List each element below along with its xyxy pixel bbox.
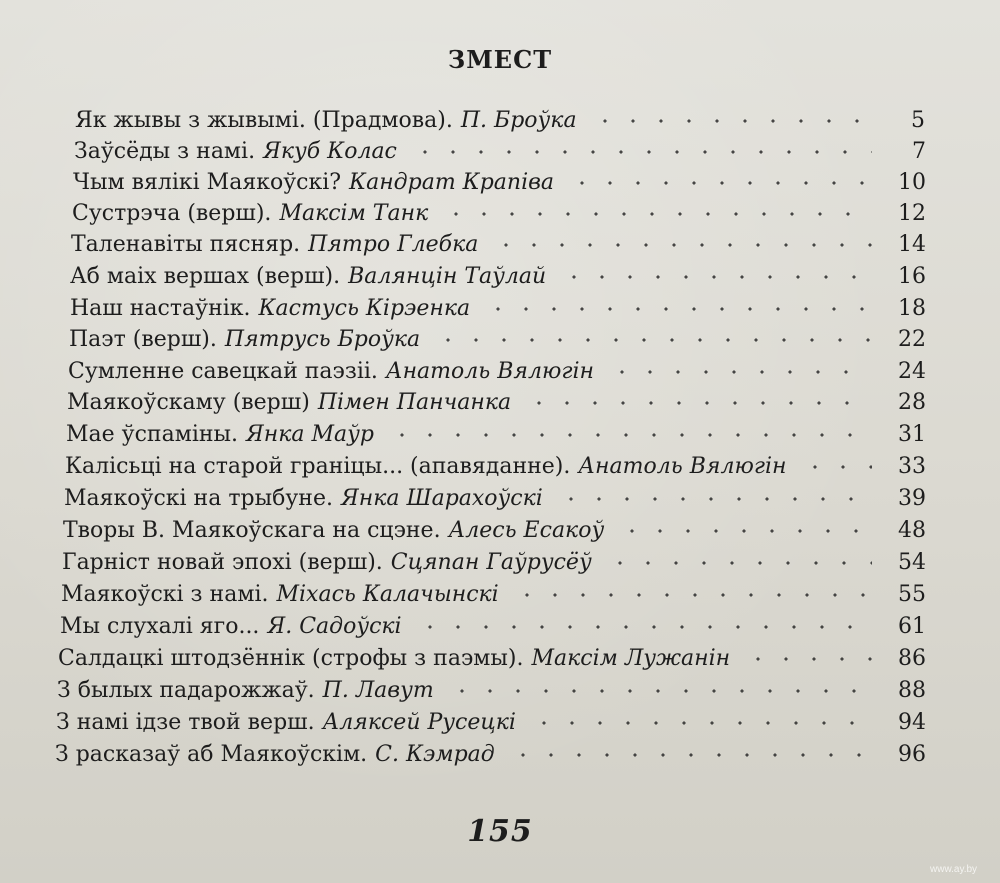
toc-entry-author: Аляксей Русецкі xyxy=(322,710,516,735)
toc-entry xyxy=(74,135,926,169)
toc-entry xyxy=(70,260,926,294)
page-title: ЗМЕСТ xyxy=(447,45,553,74)
toc-entry-page: 22 xyxy=(898,327,926,352)
toc-entry-page: 18 xyxy=(898,296,926,321)
leader-dots xyxy=(448,687,872,695)
toc-entry-title: Творы В. Маякоўскага на сцэне. xyxy=(63,518,441,543)
toc-entry xyxy=(56,706,926,740)
toc-entry-page: 61 xyxy=(898,614,926,639)
toc-entry-title: Мае ўспаміны. xyxy=(66,422,239,447)
toc-entry xyxy=(60,610,926,644)
leader-dots xyxy=(411,148,872,156)
leader-dots xyxy=(509,751,872,759)
toc-entry-page: 33 xyxy=(898,454,926,479)
leader-dots xyxy=(618,527,872,535)
toc-entry-author: Пімен Панчанка xyxy=(317,390,512,415)
toc-entry-author: Кастусь Кірэенка xyxy=(258,296,471,321)
toc-entry xyxy=(71,228,926,262)
leader-dots xyxy=(606,559,872,567)
toc-entry-title: Заўсёды з намі. xyxy=(74,139,256,164)
toc-entry-author: П. Броўка xyxy=(460,108,577,133)
toc-entry-page: 12 xyxy=(898,201,926,226)
toc-entry-author: Кандрат Крапіва xyxy=(349,170,555,195)
leader-dots xyxy=(513,591,872,599)
leader-dots xyxy=(801,463,873,471)
leader-dots xyxy=(568,179,872,187)
toc-entry-page: 96 xyxy=(898,742,926,767)
leader-dots xyxy=(591,117,871,125)
toc-entry-page: 10 xyxy=(898,170,926,195)
toc-entry xyxy=(55,738,926,772)
toc-entry-title: Салдацкі штодзённік (строфы з паэмы). xyxy=(58,646,524,671)
toc-entry xyxy=(70,292,926,326)
toc-entry-page: 7 xyxy=(912,139,926,164)
toc-entry-author: Якуб Колас xyxy=(263,139,397,164)
toc-entry-author: Пятрусь Броўка xyxy=(224,327,421,352)
toc-entry-author: Міхась Калачынскі xyxy=(276,582,499,607)
leader-dots xyxy=(525,399,872,407)
toc-entry-title: Паэт (верш). xyxy=(69,327,217,352)
toc-entry xyxy=(57,674,926,708)
leader-dots xyxy=(416,623,872,631)
toc-entry xyxy=(68,355,926,389)
toc-entry xyxy=(72,197,926,231)
toc-entry xyxy=(65,450,926,484)
leader-dots xyxy=(608,368,872,376)
toc-entry-title: Аб маіх вершах (верш). xyxy=(70,264,341,289)
toc-entry-author: Янка Шарахоўскі xyxy=(340,486,543,511)
toc-entry-page: 31 xyxy=(898,422,926,447)
toc-entry-title: Сустрэча (верш). xyxy=(72,201,272,226)
toc-entry-author: Сцяпан Гаўрусёў xyxy=(390,550,592,575)
toc-entry-author: Анатоль Вялюгін xyxy=(578,454,787,479)
toc-entry-title: Калісьці на старой граніцы... (апавяданне). xyxy=(65,454,571,479)
toc-entry xyxy=(66,418,926,452)
toc-entry-page: 24 xyxy=(898,359,926,384)
toc-entry-page: 88 xyxy=(898,678,926,703)
toc-entry-author: Валянцін Таўлай xyxy=(348,264,547,289)
toc-entry xyxy=(73,166,926,200)
toc-entry xyxy=(62,546,926,580)
toc-entry-title: Маякоўскі з намі. xyxy=(61,582,269,607)
toc-entry-page: 14 xyxy=(898,232,926,257)
leader-dots xyxy=(530,719,872,727)
toc-entry-title: Сумленне савецкай паэзіі. xyxy=(68,359,378,384)
leader-dots xyxy=(434,336,872,344)
toc-entry-author: П. Лавут xyxy=(322,678,434,703)
leader-dots xyxy=(492,241,872,249)
toc-entry xyxy=(69,323,926,357)
leader-dots xyxy=(442,210,872,218)
toc-entry-page: 86 xyxy=(898,646,926,671)
leader-dots xyxy=(484,305,872,313)
toc-entry-page: 54 xyxy=(898,550,926,575)
toc-entry-page: 48 xyxy=(898,518,926,543)
toc-entry-title: Як жывы з жывымі. (Прадмова). xyxy=(75,108,453,133)
toc-entry-author: Максім Лужанін xyxy=(531,646,731,671)
page-number: 155 xyxy=(467,814,533,849)
toc-entry xyxy=(61,578,926,612)
toc-entry-title: Маякоўскі на трыбуне. xyxy=(64,486,333,511)
site-watermark: www.ay.by xyxy=(930,864,978,875)
toc-entry-page: 5 xyxy=(911,108,925,133)
toc-entry xyxy=(67,386,926,420)
toc-entry-author: Анатоль Вялюгін xyxy=(385,359,595,384)
toc-entry-title: Чым вялікі Маякоўскі? xyxy=(73,170,342,195)
toc-entry-author: С. Кэмрад xyxy=(375,742,495,767)
toc-entry-title: З расказаў аб Маякоўскім. xyxy=(55,742,368,767)
leader-dots xyxy=(557,495,872,503)
toc-entry-title: Маякоўскаму (верш) xyxy=(67,390,310,415)
toc-entry xyxy=(75,104,925,138)
toc-entry xyxy=(58,642,926,676)
toc-entry-page: 16 xyxy=(898,264,926,289)
toc-entry-title: Таленавіты пясняр. xyxy=(71,232,301,257)
toc-entry-title: З намі ідзе твой верш. xyxy=(56,710,315,735)
toc-entry-title: З былых падарожжаў. xyxy=(57,678,315,703)
toc-entry-author: Алесь Есакоў xyxy=(448,518,605,543)
leader-dots xyxy=(388,431,872,439)
toc-entry xyxy=(63,514,926,548)
toc-entry-title: Гарніст новай эпохі (верш). xyxy=(62,550,383,575)
toc-entry-page: 28 xyxy=(898,390,926,415)
toc-entry xyxy=(64,482,926,516)
toc-entry-author: Я. Садоўскі xyxy=(267,614,402,639)
toc-entry-author: Пятро Глебка xyxy=(308,232,479,257)
toc-entry-title: Мы слухалі яго... xyxy=(60,614,260,639)
toc-entry-page: 39 xyxy=(898,486,926,511)
toc-entry-title: Наш настаўнік. xyxy=(70,296,251,321)
toc-entry-author: Максім Танк xyxy=(279,201,429,226)
leader-dots xyxy=(744,655,872,663)
toc-entry-page: 94 xyxy=(898,710,926,735)
toc-entry-page: 55 xyxy=(898,582,926,607)
leader-dots xyxy=(560,273,872,281)
toc-entry-author: Янка Маўр xyxy=(246,422,375,447)
